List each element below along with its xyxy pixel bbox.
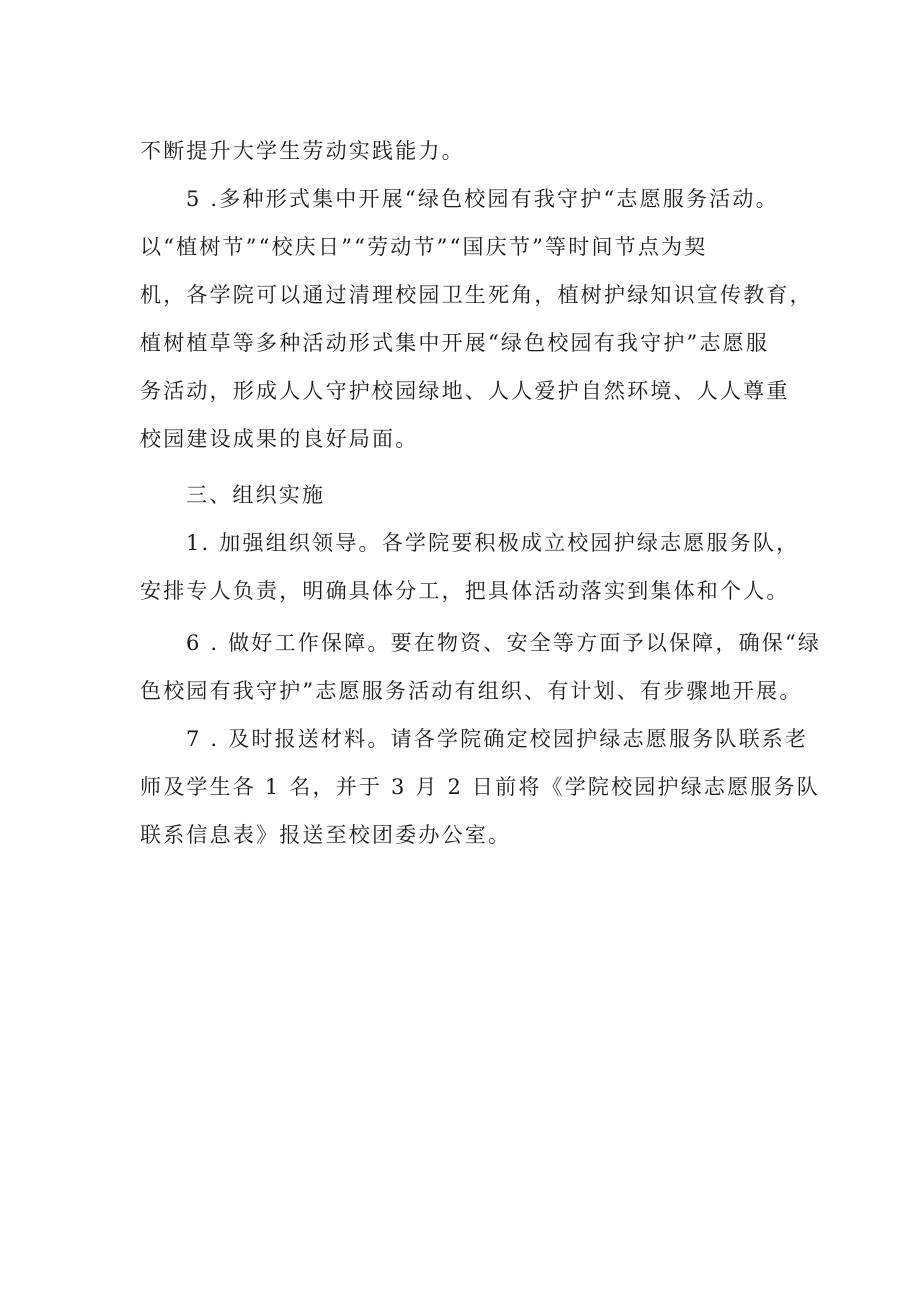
item-6-line-1: 6 . 做好工作保障。要在物资、安全等方面予以保障，确保“绿 xyxy=(186,631,822,655)
item-5-line-4: 植树植草等多种活动形式集中开展“绿色校园有我守护”志愿服 xyxy=(140,331,770,355)
item-5-line-5: 务活动，形成人人守护校园绿地、人人爱护自然环境、人人尊重 xyxy=(140,379,790,403)
item-7-line-1: 7 . 及时报送材料。请各学院确定校园护绿志愿服务队联系老 xyxy=(186,727,809,751)
item-7-line-2: 师及学生各 1 名，并于 3 月 2 日前将《学院校园护绿志愿服务队 xyxy=(140,775,820,799)
item-5-line-1: 5 .多种形式集中开展“绿色校园有我守护“志愿服务活动。 xyxy=(186,187,779,211)
item-6-line-2: 色校园有我守护”志愿服务活动有组织、有计划、有步骤地开展。 xyxy=(140,679,803,703)
section-heading-organization: 三、组织实施 xyxy=(186,483,326,507)
paragraph-4-line-end: 不断提升大学生劳动实践能力。 xyxy=(140,139,465,163)
item-5-line-3: 机，各学院可以通过清理校园卫生死角，植树护绿知识宣传教育， xyxy=(140,283,813,307)
item-1-line-1: 1. 加强组织领导。各学院要积极成立校园护绿志愿服务队， xyxy=(186,531,800,555)
item-1-line-2: 安排专人负责，明确具体分工，把具体活动落实到集体和个人。 xyxy=(140,579,790,603)
item-7-line-3: 联系信息表》报送至校团委办公室。 xyxy=(140,823,512,847)
item-5-line-6: 校园建设成果的良好局面。 xyxy=(140,427,419,451)
item-5-line-2: 以“植树节”“校庆日”“劳动节”“国庆节”等时间节点为契 xyxy=(140,235,708,259)
